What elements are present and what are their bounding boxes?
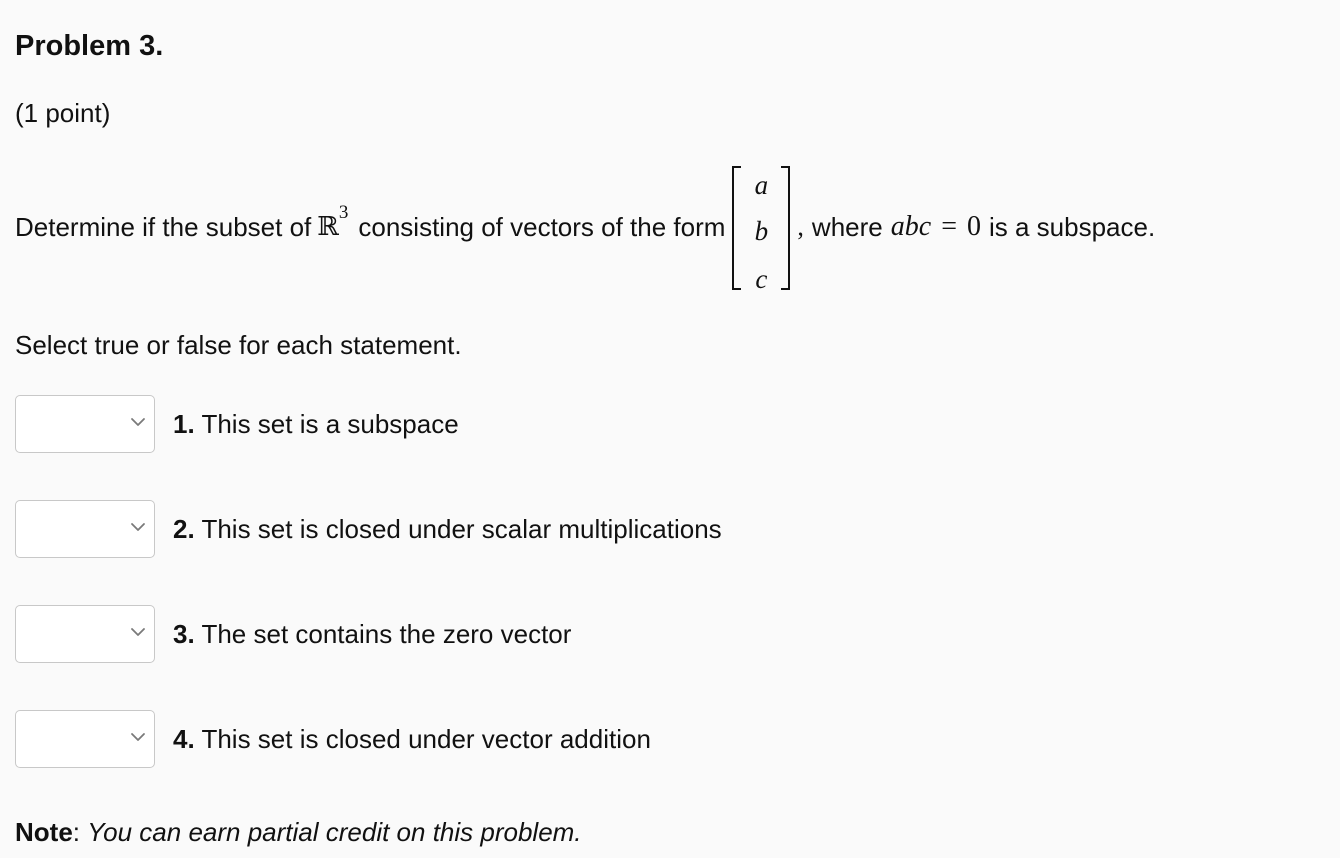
statement-text-2 [173, 514, 722, 545]
statement-row-3 [15, 604, 571, 664]
question-text-after: is a subspace. [988, 211, 1156, 242]
column-vector-matrix [729, 160, 793, 294]
statement-number-3: 3. [173, 618, 195, 649]
statement-text-4 [173, 724, 651, 755]
statement-number-1: 1. [173, 408, 195, 439]
note-text: You can earn partial credit on this problem. [87, 817, 582, 847]
chevron-down-icon [130, 415, 146, 429]
chevron-down-icon [130, 520, 146, 534]
dimension-exponent: 3 [338, 202, 349, 223]
statement-text-3 [173, 619, 571, 650]
condition-equals: = [941, 211, 957, 242]
question-text-before: Determine if the subset of [15, 211, 312, 242]
question-where: where [811, 211, 883, 242]
partial-credit-note [15, 817, 582, 848]
statement-number-2: 2. [173, 513, 195, 544]
statement-label-4: This set is closed under vector addition [201, 723, 651, 754]
condition-lhs [891, 211, 931, 243]
note-label: Note [15, 817, 73, 847]
answer-select-3[interactable] [15, 605, 155, 663]
question-comma: , [797, 212, 804, 241]
chevron-down-icon [130, 730, 146, 744]
statement-label-3: The set contains the zero vector [201, 618, 572, 649]
condition-lhs-variables: abc [890, 211, 932, 242]
question-text-middle: consisting of vectors of the form [358, 211, 726, 242]
answer-select-2[interactable] [15, 500, 155, 558]
matrix-entry-a: a [754, 170, 769, 200]
note-separator: : [72, 817, 81, 847]
condition-rhs: 0 [966, 211, 981, 242]
chevron-down-icon [130, 625, 146, 639]
answer-select-1[interactable] [15, 395, 155, 453]
statement-text-1 [173, 409, 459, 440]
statement-row-4 [15, 709, 651, 769]
statement-row-2 [15, 499, 722, 559]
matrix-entry-c: c [755, 264, 768, 294]
problem-points: (1 point) [15, 98, 111, 128]
statement-label-2: This set is closed under scalar multiplications [201, 513, 722, 544]
real-numbers-symbol: ℝ [317, 212, 339, 242]
statement-label-1: This set is a subspace [201, 408, 459, 439]
instruction-text: Select true or false for each statement. [15, 330, 462, 360]
question-text [15, 157, 1155, 297]
answer-select-4[interactable] [15, 710, 155, 768]
statement-row-1 [15, 394, 459, 454]
statement-number-4: 4. [173, 723, 195, 754]
matrix-entry-b: b [754, 216, 769, 246]
problem-title: Problem 3. [15, 30, 164, 62]
